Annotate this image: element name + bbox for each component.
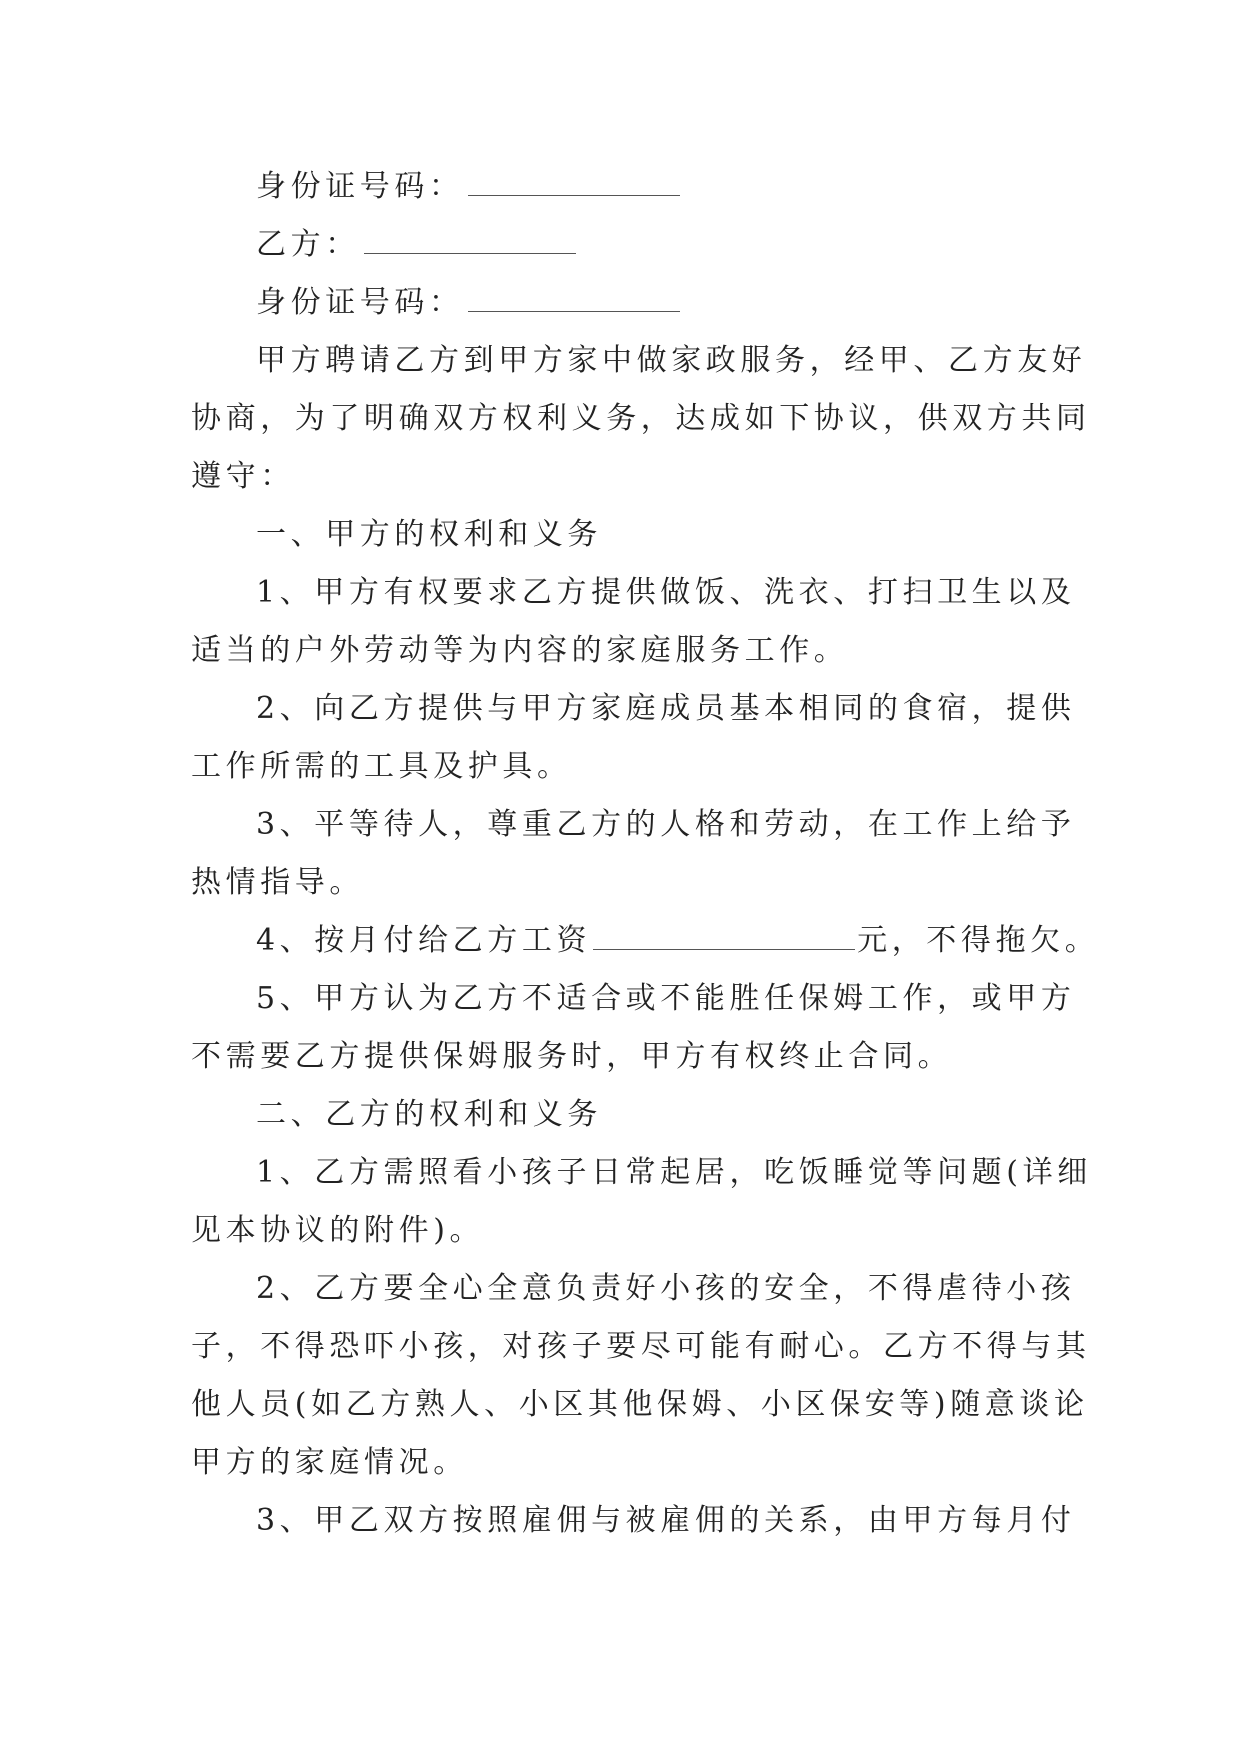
text-line: 2、乙方要全心全意负责好小孩的安全，不得虐待小孩 [256,1271,1076,1306]
text-line: 2、向乙方提供与甲方家庭成员基本相同的食宿，提供 [256,691,1076,726]
text-line: 子，不得恐吓小孩，对孩子要尽可能有耐心。乙方不得与其 [191,1329,1091,1364]
clause-a-4-wage [191,912,1100,970]
wage-text-before: 4、按月付给乙方工资 [256,923,592,958]
wage-text-after: 元，不得拖欠。 [857,923,1100,958]
fill-in-blank [364,231,576,254]
wage-amount-blank [593,927,855,950]
text-line: 甲方的家庭情况。 [191,1445,468,1480]
field-label: 身份证号码： [256,169,464,204]
heading-line: 一、甲方的权利和义务 [256,517,602,552]
clause-b-1 [191,1144,1092,1260]
heading-line: 二、乙方的权利和义务 [256,1097,602,1132]
section-heading-party-a [191,506,1061,564]
text-line: 3、甲乙双方按照雇佣与被雇佣的关系，由甲方每月付 [256,1503,1076,1538]
clause-a-3 [191,796,1076,912]
paragraph-intro [191,332,1091,506]
text-line: 工作所需的工具及护具。 [191,749,572,784]
text-line: 热情指导。 [191,865,364,900]
clause-a-5 [191,970,1076,1086]
clause-b-3 [191,1492,1076,1550]
clause-a-1 [191,564,1076,680]
text-line: 3、平等待人，尊重乙方的人格和劳动，在工作上给予 [256,807,1076,842]
text-line: 1、乙方需照看小孩子日常起居，吃饭睡觉等问题(详细 [256,1155,1092,1190]
fill-in-blank [468,289,680,312]
text-line: 1、甲方有权要求乙方提供做饭、洗衣、打扫卫生以及 [256,575,1076,610]
text-line: 协商，为了明确双方权利义务，达成如下协议，供双方共同 [191,401,1091,436]
party-b-field [191,216,1061,274]
text-line: 遵守： [191,459,295,494]
id-number-field-party-a [191,158,1061,216]
id-number-field-party-b [191,274,1061,332]
fill-in-blank [468,173,680,196]
field-label: 身份证号码： [256,285,464,320]
clause-a-2 [191,680,1076,796]
clause-b-2 [191,1260,1091,1492]
section-heading-party-b [191,1086,1061,1144]
text-line: 适当的户外劳动等为内容的家庭服务工作。 [191,633,849,668]
text-line: 不需要乙方提供保姆服务时，甲方有权终止合同。 [191,1039,953,1074]
contract-body [191,158,1100,1550]
text-line: 5、甲方认为乙方不适合或不能胜任保姆工作，或甲方 [256,981,1076,1016]
text-line: 甲方聘请乙方到甲方家中做家政服务，经甲、乙方友好 [256,343,1087,378]
field-label: 乙方： [256,227,360,262]
wage-line [191,912,1100,970]
text-line: 见本协议的附件)。 [191,1213,485,1248]
text-line: 他人员(如乙方熟人、小区其他保姆、小区保安等)随意谈论 [191,1387,1089,1422]
